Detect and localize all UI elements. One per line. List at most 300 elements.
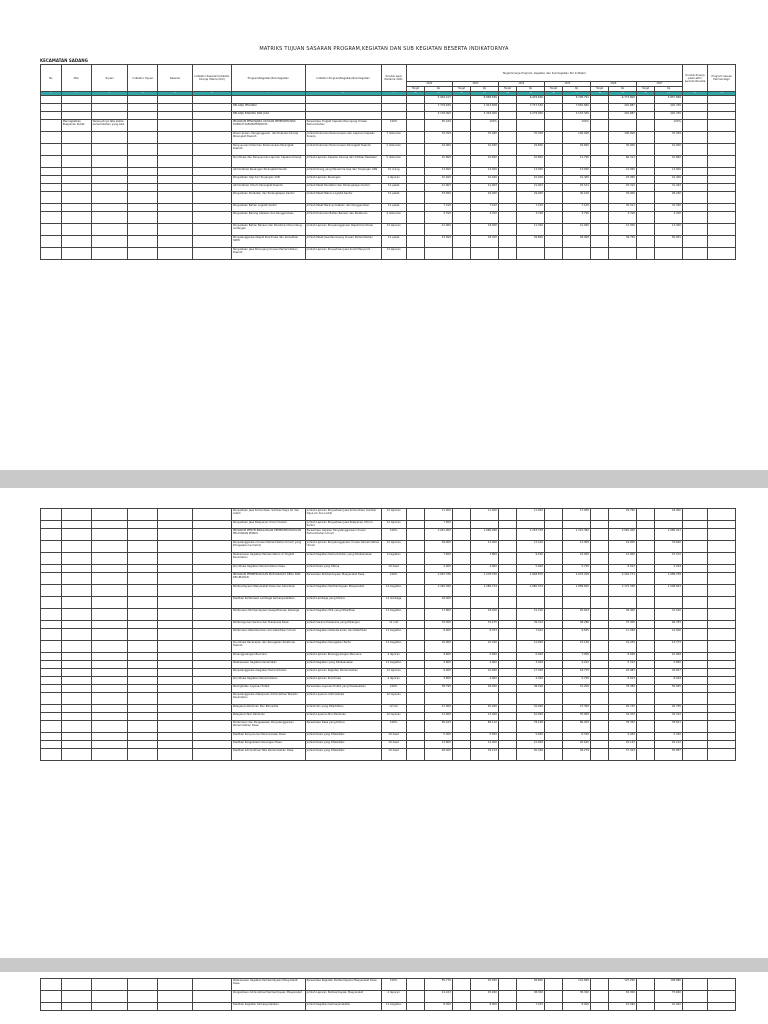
cell-rp-4: 20.983 [609,669,637,677]
cell-indikator-sasaran [192,641,231,653]
cell-rp-0: 1.420.366 [425,585,453,597]
cell-indikator-tujuan [128,669,158,677]
cell-indikator-sasaran [192,693,231,705]
table-row [41,685,736,693]
cell-rp-5: 5.320 [655,733,683,741]
header-sub-6: Target [544,87,562,92]
cell-program: Pembinaan dan Pengawasan Penyelenggaraan Pemerintahan Desa [231,721,305,733]
cell-misi [61,248,91,260]
cell-indikator-program: Jumlah Desa yang Difasilitasi [305,741,381,749]
cell-rp-5: 55.687 [655,749,683,761]
cell-kondisi-awal: 10 desa [381,749,406,761]
cell-program: Penyediaan Gaji dan Tunjangan ASN [231,176,305,184]
cell-rp-5: 50.001 [655,236,683,248]
cell-sasaran [158,609,193,621]
cell-indikator-tujuan [128,685,158,693]
cell-target-1 [452,248,470,260]
cell-program: Pembinaan Ketenteraman dan Ketertiban Umum [231,629,305,641]
cell-indikator-sasaran [192,1003,231,1011]
cell-sasaran [158,184,193,192]
cell-target-3 [544,621,562,629]
cell-rp-5 [655,693,683,705]
cell-misi [61,733,91,741]
cell-rp-2 [517,597,545,609]
cell-target-1 [452,120,470,132]
cell-program-opd [708,705,736,713]
cell-rp-0: 95.163 [425,721,453,733]
cell-target-0 [406,176,424,184]
cell-indikator-program: Jumlah Dokumen Bahan Bacaan dan Peraturan [305,212,381,224]
cell-tujuan [91,597,128,609]
cell-target-2 [498,653,516,661]
cell-sasaran [158,669,193,677]
cell-indikator-tujuan [128,585,158,597]
cell-target-0 [406,236,424,248]
cell-indikator-program: Jumlah Desa yang Difasilitasi [305,733,381,741]
cell-target-3 [544,132,562,144]
cell-rp-2: 6.929.846 [517,96,545,104]
cell-rp-5: 31.520 [655,609,683,621]
cell-rp-1: 39.124 [471,749,499,761]
cell-rp-0: 10.400 [425,176,453,184]
cell-misi [61,156,91,168]
cell-rp-5: 34.472 [655,713,683,721]
header-program: Program/Kegiatan/Sub Kegiatan [231,65,305,92]
cell-indikator-program: Jumlah Kegiatan Pemberdayaan Masyarakat [305,585,381,597]
cell-rp-1: 10.000 [471,669,499,677]
cell-target-2 [498,541,516,553]
cell-indikator-program: Jumlah Kegiatan yang Dilaksanakan [305,661,381,669]
cell-program: Pelaksanaan Kegiatan Pemerintahan di Tingkat Kecamatan [231,553,305,565]
cell-target-2 [498,749,516,761]
cell-target-5 [636,991,654,1003]
header-sub-8: Target [590,87,608,92]
cell-target-3 [544,529,562,541]
cell-rp-2: 7.243 [517,1003,545,1011]
cell-rp-0: 11.000 [425,713,453,721]
cell-sasaran [158,104,193,112]
cell-no [41,529,62,541]
cell-kondisi-akhir [682,184,707,192]
cell-indikator-program: Jumlah Laporan Keuangan [305,176,381,184]
cell-misi [61,669,91,677]
cell-rp-4: 107.290 [609,979,637,991]
cell-rp-0: 5.300 [425,733,453,741]
cell-sasaran [158,721,193,733]
cell-indikator-tujuan [128,192,158,204]
cell-misi [61,653,91,661]
cell-kondisi-akhir [682,661,707,669]
cell-tujuan [91,733,128,741]
cell-indikator-tujuan [128,224,158,236]
cell-program: Penyediaan Bahan Bacaan dan Peraturan Perundang-undangan [231,224,305,236]
cell-target-3 [544,553,562,565]
cell-indikator-program: Jumlah Kegiatan Pemerintahan yang Dilaksanakan [305,553,381,565]
cell-program-opd [708,120,736,132]
cell-target-2 [498,661,516,669]
cell-rp-4: 25.950 [609,176,637,184]
cell-rp-1: 6.868.836 [471,96,499,104]
cell-rp-2: 12.900 [517,641,545,653]
cell-kondisi-akhir [682,529,707,541]
cell-kondisi-akhir [682,541,707,553]
cell-indikator-tujuan [128,661,158,669]
cell-rp-1: 4.000 [471,677,499,685]
cell-target-4 [590,112,608,120]
cell-target-3 [544,212,562,224]
cell-kondisi-akhir [682,204,707,212]
cell-program: Penyelenggaraan Pelayanan Administrasi Terpadu Kecamatan [231,693,305,705]
cell-program-opd [708,749,736,761]
cell-rp-1: 2.900 [471,661,499,669]
cell-target-0 [406,192,424,204]
cell-rp-4: 2.202.771 [609,573,637,585]
cell-target-5 [636,156,654,168]
cell-target-4 [590,585,608,597]
table-row [41,96,736,104]
cell-misi [61,132,91,144]
cell-target-4 [590,669,608,677]
cell-rp-0: 7.000 [425,521,453,529]
cell-rp-0: 3.700 [425,212,453,224]
cell-rp-4: 12.900 [609,553,637,565]
cell-rp-1: 13.000 [471,168,499,176]
cell-kondisi-awal: 12 layanan [381,693,406,705]
cell-target-1 [452,677,470,685]
cell-no [41,144,62,156]
cell-kondisi-akhir [682,669,707,677]
cell-indikator-tujuan [128,509,158,521]
column-number-23: 23 [708,92,736,96]
cell-target-5 [636,144,654,156]
cell-tujuan [91,685,128,693]
cell-indikator-program: Jumlah Laporan Penyediaan Jasa Komunikasi, Sumber Daya Air dan Listrik [305,509,381,521]
table-row [41,248,736,260]
cell-target-3 [544,1003,562,1011]
cell-target-1 [452,641,470,653]
column-number-8: 8 [305,92,381,96]
cell-sasaran [158,653,193,661]
header-sub-0: Target [406,87,424,92]
cell-sasaran [158,713,193,721]
cell-program-opd [708,168,736,176]
cell-rp-3: 3.700 [563,212,591,224]
cell-misi [61,585,91,597]
cell-indikator-sasaran [192,991,231,1003]
cell-sasaran [158,176,193,184]
header-year-2026: 2026 [590,82,636,87]
cell-sasaran [158,224,193,236]
cell-rp-0: 27.000 [425,705,453,713]
cell-rp-0: 8.300 [425,1003,453,1011]
cell-target-4 [590,212,608,224]
cell-indikator-sasaran [192,104,231,112]
cell-no [41,693,62,705]
cell-sasaran [158,144,193,156]
cell-rp-5: 5.800 [655,661,683,669]
cell-rp-0: 21.163 [425,991,453,1003]
cell-indikator-program: Jumlah Paket Barang Cetakan dan Penggandaan [305,204,381,212]
cell-tujuan [91,168,128,176]
cell-rp-3: 38.300 [563,991,591,1003]
cell-target-4 [590,693,608,705]
cell-target-0 [406,132,424,144]
cell-indikator-program: Jumlah Kegiatan Kemasyarakatan [305,1003,381,1011]
cell-rp-5: 25.122 [655,741,683,749]
cell-rp-3: 39.279 [563,749,591,761]
cell-target-0 [406,693,424,705]
cell-target-3 [544,991,562,1003]
cell-sasaran [158,685,193,693]
cell-target-2 [498,212,516,224]
cell-target-1 [452,1003,470,1011]
cell-target-3 [544,509,562,521]
cell-target-3 [544,104,562,112]
cell-target-5 [636,741,654,749]
cell-rp-3: 1.315.362 [563,529,591,541]
cell-rp-0: 2.000 [425,565,453,573]
cell-rp-0: 23.950 [425,236,453,248]
cell-target-1 [452,565,470,573]
table-row [41,991,736,1003]
cell-target-3 [544,192,562,204]
cell-target-5 [636,597,654,609]
cell-rp-1: 13.000 [471,541,499,553]
cell-rp-0: 10.000 [425,144,453,156]
cell-kondisi-awal: 12 layanan [381,713,406,721]
cell-rp-4: 36.400 [609,609,637,621]
cell-kondisi-akhir [682,713,707,721]
cell-rp-5: 13.773 [655,641,683,653]
cell-target-5 [636,541,654,553]
cell-rp-0: 1.097.336 [425,573,453,585]
cell-indikator-tujuan [128,168,158,176]
cell-program-opd [708,621,736,629]
column-number-6: 6 [192,92,231,96]
column-number-14: 14 [498,92,516,96]
cell-rp-1: 7.100 [471,204,499,212]
cell-target-2 [498,641,516,653]
cell-target-2 [498,184,516,192]
cell-rp-4: 2.065.400 [609,529,637,541]
cell-target-2 [498,721,516,733]
cell-rp-4: 57.424 [609,749,637,761]
cell-target-0 [406,184,424,192]
cell-program-opd [708,521,736,529]
cell-kondisi-akhir [682,509,707,521]
cell-misi [61,204,91,212]
cell-rp-4: 3.700 [609,212,637,224]
cell-tujuan [91,529,128,541]
cell-no [41,176,62,184]
cell-rp-4: 8.008 [609,653,637,661]
table-row [41,529,736,541]
cell-no [41,597,62,609]
cell-kondisi-akhir [682,629,707,641]
cell-rp-5: 10.000 [655,144,683,156]
cell-rp-4 [609,521,637,529]
cell-rp-3: 5.750 [563,677,591,685]
cell-misi [61,693,91,705]
cell-target-5 [636,733,654,741]
cell-rp-4: 10.560 [609,1003,637,1011]
cell-rp-0: 28.400 [425,749,453,761]
cell-target-0 [406,96,424,104]
cell-target-1 [452,685,470,693]
cell-misi [61,521,91,529]
cell-tujuan [91,176,128,184]
cell-rp-3: 15.126 [563,641,591,653]
cell-rp-1 [471,693,499,705]
cell-indikator-sasaran [192,713,231,721]
cell-target-2 [498,979,516,991]
cell-rp-1: 18.000 [471,224,499,236]
cell-rp-2: 70.300 [517,132,545,144]
cell-program-opd [708,669,736,677]
cell-target-4 [590,236,608,248]
cell-rp-3: 38.280 [563,621,591,629]
cell-program: Pembangunan Sarana dan Prasarana Desa [231,621,305,629]
table-row [41,713,736,721]
cell-rp-3: 3.153.300 [563,112,591,120]
cell-target-1 [452,192,470,204]
cell-target-3 [544,585,562,597]
header-sub-4: Target [498,87,516,92]
table-row [41,120,736,132]
header-sub-7: Rp [563,87,591,92]
cell-rp-2: 78.198 [517,721,545,733]
cell-target-4 [590,509,608,521]
cell-target-2 [498,529,516,541]
cell-rp-3 [563,693,591,705]
cell-target-1 [452,573,470,585]
cell-rp-1: 3.393.900 [471,112,499,120]
cell-rp-1: 1.286.724 [471,585,499,597]
cell-tujuan [91,573,128,585]
cell-rp-1: 10.000 [471,144,499,156]
cell-target-1 [452,184,470,192]
cell-rp-2: 3.278.900 [517,112,545,120]
cell-indikator-program: Jumlah Izin yang Diterbitkan [305,705,381,713]
cell-program: Penyediaan Bahan Logistik Kantor [231,204,305,212]
cell-rp-2: 4.300 [517,677,545,685]
cell-misi [61,705,91,713]
column-number-1: 1 [41,92,62,96]
cell-indikator-program [305,112,381,120]
header-no: No [41,65,62,92]
cell-target-2 [498,553,516,565]
cell-kondisi-awal: 12 lembaga [381,597,406,609]
cell-sasaran [158,156,193,168]
cell-target-4 [590,653,608,661]
cell-target-3 [544,144,562,156]
cell-rp-0: 21.000 [425,224,453,236]
cell-target-2 [498,104,516,112]
cell-tujuan [91,669,128,677]
cell-misi [61,96,91,104]
cell-target-5 [636,749,654,761]
cell-kondisi-akhir [682,721,707,733]
cell-rp-5: 1.089.378 [655,573,683,585]
cell-target-2 [498,609,516,621]
document-page-1 [0,0,768,470]
cell-indikator-sasaran [192,979,231,991]
cell-rp-4: 34.472 [609,713,637,721]
cell-misi [61,541,91,553]
cell-indikator-sasaran [192,721,231,733]
cell-target-2 [498,521,516,529]
cell-rp-2: 5.000 [517,565,545,573]
cell-no [41,104,62,112]
cell-sasaran [158,749,193,761]
cell-kondisi-awal [381,112,406,120]
cell-kondisi-awal: 100% [381,685,406,693]
cell-rp-2 [517,693,545,705]
cell-no [41,979,62,991]
header-year-2027: 2027 [636,82,682,87]
table-row [41,1003,736,1011]
cell-rp-4: 35.000 [609,192,637,204]
cell-target-5 [636,553,654,565]
cell-tujuan [91,653,128,661]
cell-indikator-program [305,104,381,112]
cell-program-opd [708,144,736,156]
cell-target-5 [636,641,654,653]
document-title: MATRIKS TUJUAN SASARAN PROGRAM,KEGIATAN DAN SUB KEGIATAN BESERTA INDIKATORNYA [259,46,509,52]
cell-rp-2: 17.100 [517,541,545,553]
cell-sasaran [158,236,193,248]
cell-no [41,621,62,629]
cell-target-0 [406,1003,424,1011]
cell-no [41,112,62,120]
cell-target-5 [636,132,654,144]
document-subtitle: KECAMATAN SADANG [40,58,88,63]
cell-rp-3: 86.919 [563,721,591,733]
cell-kondisi-awal: 12 laporan [381,521,406,529]
cell-target-0 [406,609,424,621]
column-number-20: 20 [636,92,654,96]
cell-kondisi-akhir [682,585,707,597]
cell-rp-2: 1.008.870 [517,573,545,585]
cell-indikator-tujuan [128,541,158,553]
table-row [41,112,736,120]
cell-sasaran [158,96,193,104]
cell-target-0 [406,204,424,212]
cell-rp-0: 4.800 [425,653,453,661]
cell-kondisi-awal: 100% [381,529,406,541]
cell-kondisi-awal: 12 laporan [381,669,406,677]
cell-program: Fasilitasi Administrasi Tata Pemerintahan Desa [231,749,305,761]
cell-target-5 [636,1003,654,1011]
cell-indikator-sasaran [192,529,231,541]
cell-no [41,236,62,248]
cell-indikator-tujuan [128,641,158,653]
cell-rp-2: 49.800 [517,236,545,248]
cell-rp-4: 21.950 [609,168,637,176]
cell-indikator-sasaran [192,236,231,248]
cell-target-3 [544,96,562,104]
cell-rp-4: 5.312 [609,661,637,669]
cell-target-4 [590,713,608,721]
cell-target-2 [498,144,516,156]
cell-rp-1: 100% [471,120,499,132]
cell-program: Koordinasi Penerapan dan Penegakan Peraturan Daerah [231,641,305,653]
cell-target-0 [406,641,424,653]
column-number-22: 22 [682,92,707,96]
cell-program: PROGRAM PEMBERDAYAAN MASYARAKAT DESA DAN KELURAHAN [231,573,305,585]
cell-program-opd [708,212,736,224]
cell-indikator-sasaran [192,176,231,184]
